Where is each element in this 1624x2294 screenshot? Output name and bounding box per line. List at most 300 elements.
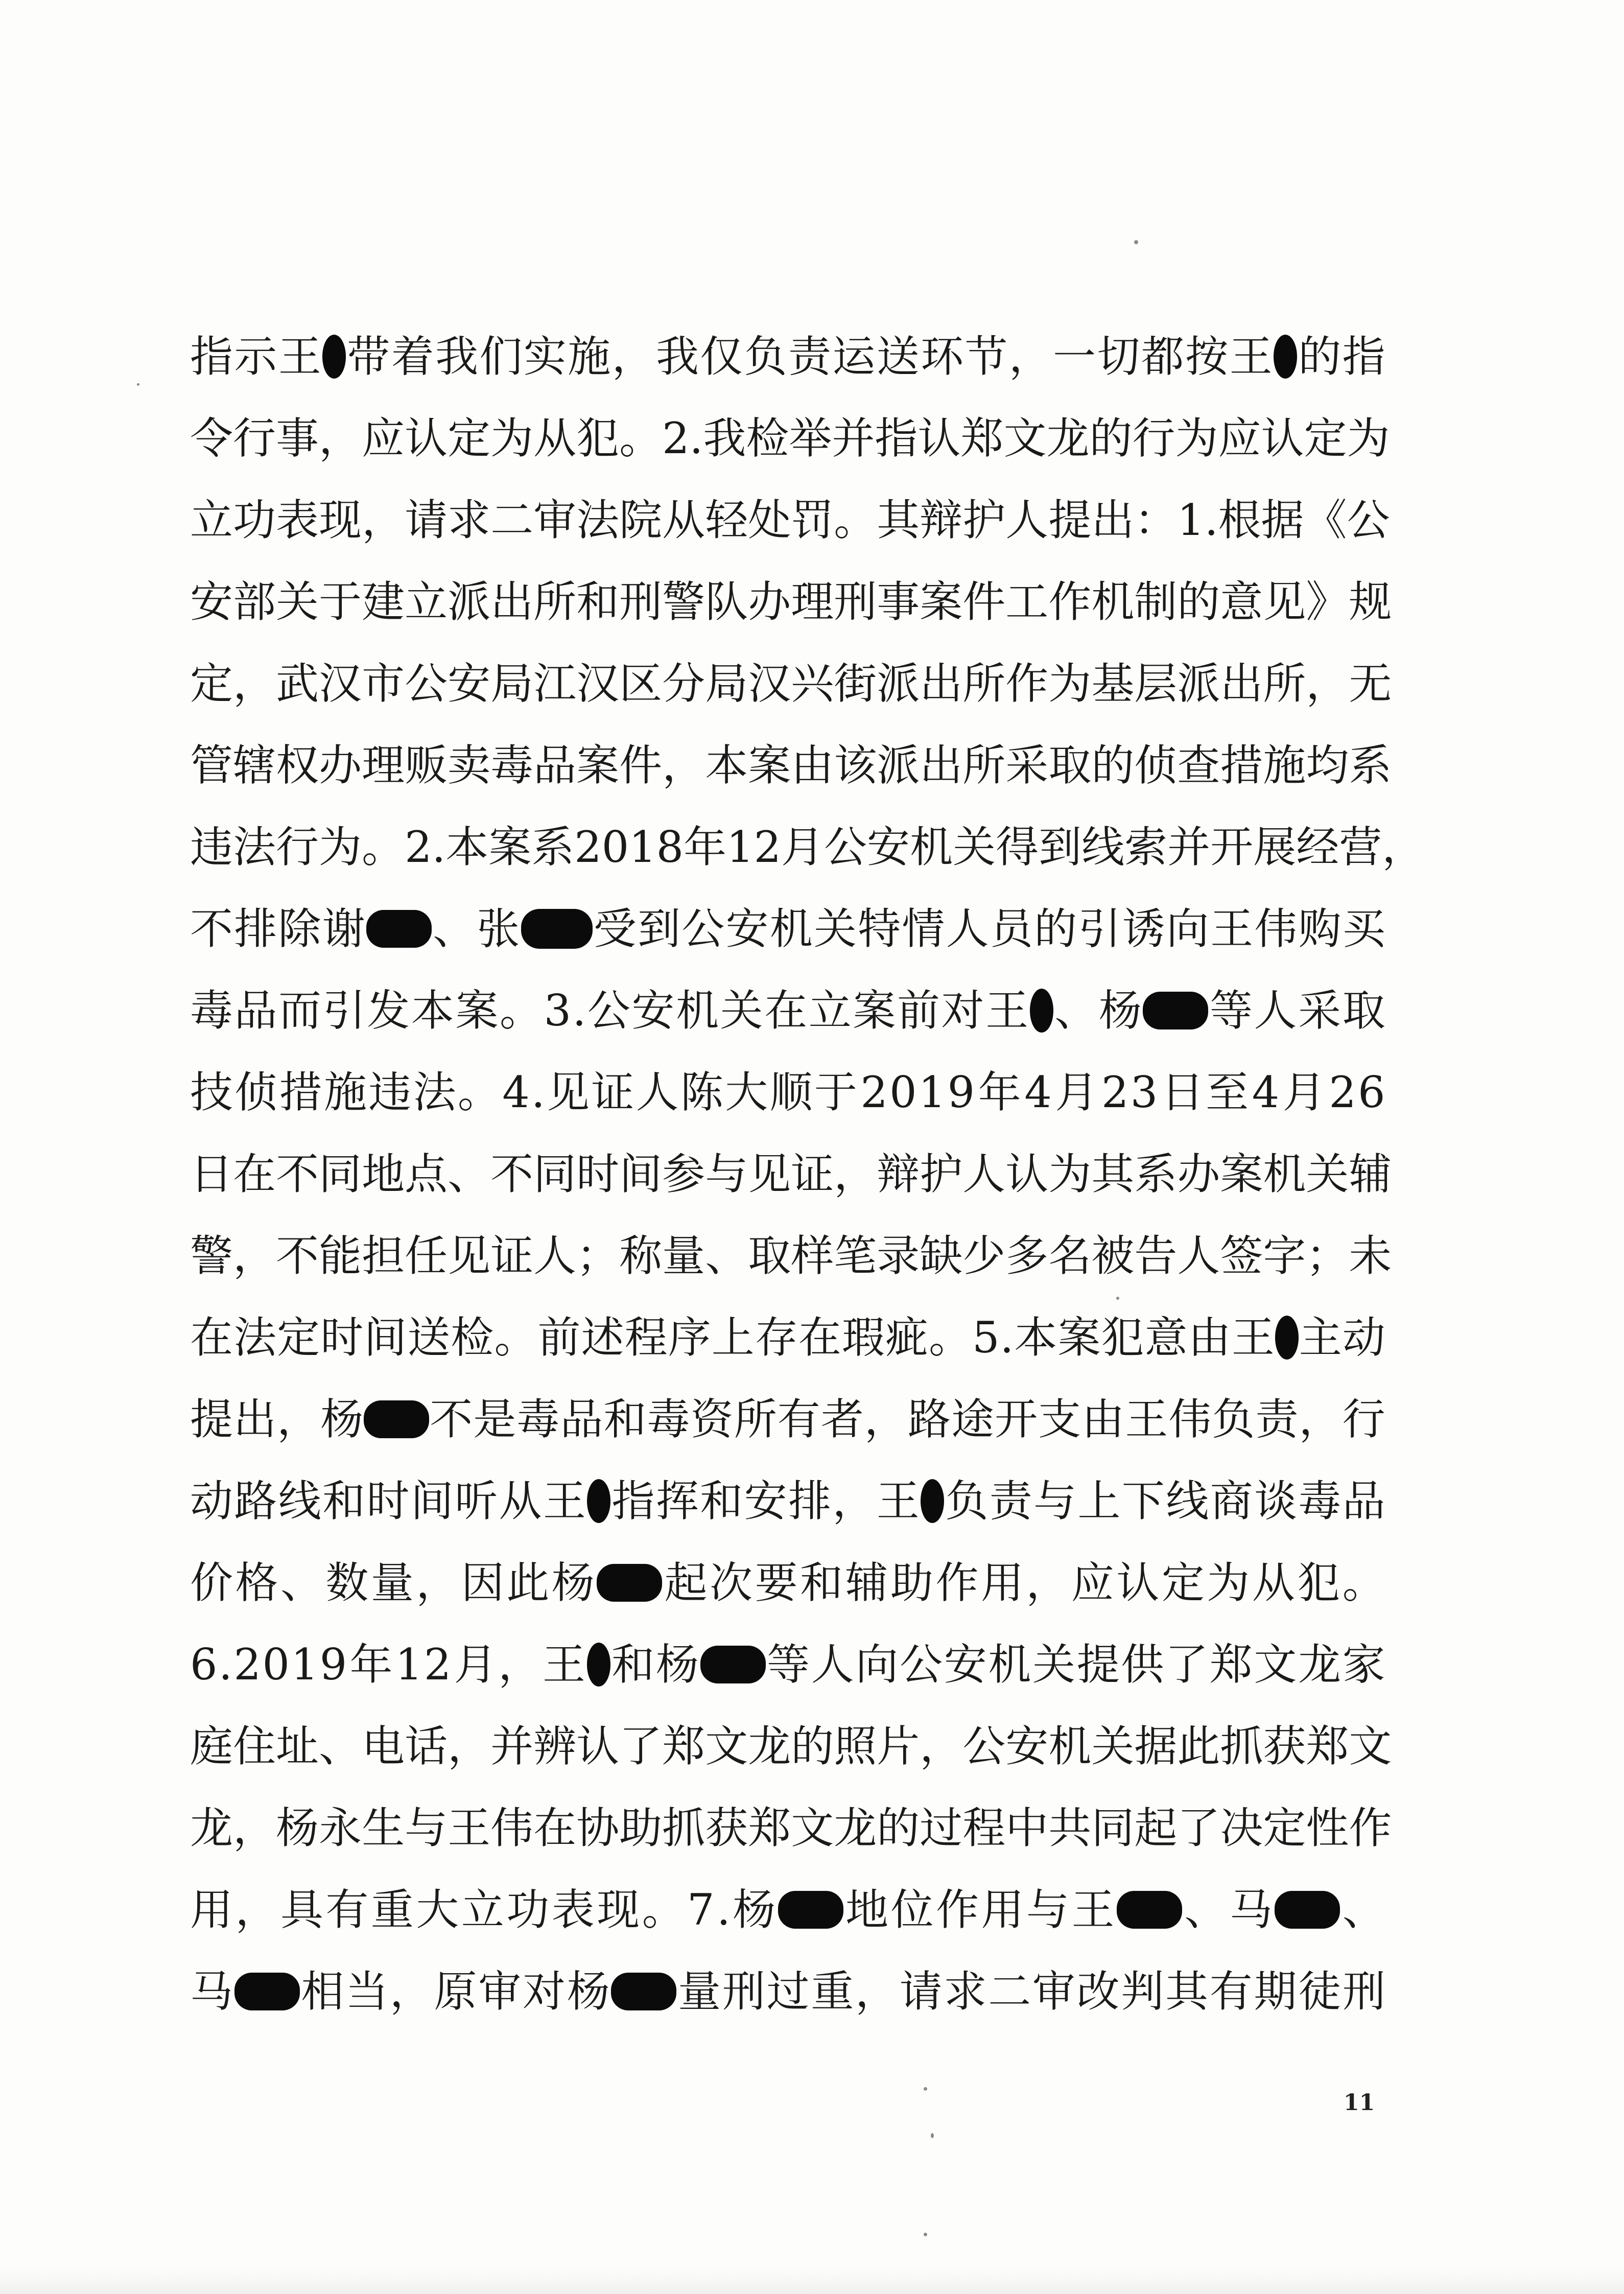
- text-char: 街: [834, 659, 877, 709]
- text-char: 线: [1166, 1476, 1209, 1526]
- text-char: 人: [636, 1067, 679, 1117]
- text-char: 此: [506, 1558, 550, 1608]
- text-char: 0: [262, 1640, 290, 1690]
- text-char: 、: [1054, 986, 1098, 1036]
- text-char: 起: [1134, 1803, 1178, 1853]
- text-char: 除: [278, 904, 321, 954]
- text-char: 担: [362, 1231, 405, 1281]
- text-line: [190, 397, 1390, 479]
- text-char: 关: [953, 822, 996, 872]
- text-char: 年: [684, 822, 727, 872]
- text-char: 引: [322, 986, 366, 1036]
- text-char: ，: [662, 740, 705, 790]
- text-char: 在: [798, 1313, 841, 1363]
- text-char: 均: [1306, 740, 1349, 790]
- text-char: 的: [1298, 332, 1341, 382]
- text-char: 文: [1254, 1640, 1297, 1690]
- text-char: 为: [1175, 413, 1218, 463]
- text-char: 称: [619, 1231, 663, 1281]
- redaction-mark: [921, 1479, 944, 1523]
- text-char: 参: [662, 1149, 705, 1199]
- text-char: 笔: [834, 1231, 877, 1281]
- text-char: 由: [791, 740, 834, 790]
- text-line: [190, 1378, 1385, 1460]
- text-char: 所: [1263, 659, 1306, 709]
- text-char: 都: [1141, 332, 1184, 382]
- text-char: 并: [1167, 822, 1211, 872]
- text-char: 法: [413, 1067, 456, 1117]
- text-char: 切: [1097, 332, 1140, 382]
- text-char: 提: [1076, 1640, 1120, 1690]
- text-char: 我: [655, 332, 699, 382]
- text-char: 程: [624, 1313, 668, 1363]
- text-char: 龙: [1298, 1640, 1341, 1690]
- scan-speck: [137, 383, 139, 386]
- text-char: 人: [946, 904, 989, 954]
- text-char: 负: [744, 332, 787, 382]
- text-char: 王: [1231, 1313, 1275, 1363]
- text-char: 、: [1184, 1885, 1228, 1935]
- text-char: 间: [619, 1149, 663, 1199]
- text-char: 、: [448, 1149, 491, 1199]
- text-char: 责: [1255, 1394, 1299, 1444]
- text-char: 人: [811, 1640, 854, 1690]
- text-char: 、: [433, 904, 476, 954]
- text-char: 用: [980, 1558, 1024, 1608]
- text-char: 不: [276, 1149, 319, 1199]
- text-char: 《: [1304, 495, 1347, 545]
- text-char: 管: [190, 740, 233, 790]
- text-char: 杨: [1098, 986, 1142, 1036]
- text-char: 伟: [490, 1803, 534, 1853]
- text-char: 。: [457, 1067, 501, 1117]
- text-char: 辨: [533, 1721, 577, 1771]
- text-char: 刑: [1342, 1967, 1385, 2017]
- text-char: .: [689, 413, 703, 463]
- text-char: 月: [1282, 1067, 1326, 1117]
- text-char: 施: [568, 332, 611, 382]
- text-char: 卖: [448, 740, 491, 790]
- text-char: 本: [445, 822, 489, 872]
- text-char: 定: [277, 1313, 320, 1363]
- text-char: 提: [190, 1394, 233, 1444]
- text-char: 其: [1091, 1149, 1135, 1199]
- text-char: 、: [705, 1231, 748, 1281]
- text-char: 公: [1347, 495, 1390, 545]
- text-char: 品: [1342, 1476, 1385, 1526]
- text-char: 王: [1229, 332, 1273, 382]
- redaction-mark: [778, 1891, 843, 1929]
- text-char: 系: [1349, 740, 1392, 790]
- text-char: 对: [941, 986, 984, 1036]
- text-char: 1: [918, 1067, 946, 1117]
- text-char: 采: [1298, 986, 1341, 1036]
- text-char: 杨: [655, 1640, 699, 1690]
- text-char: 出: [233, 1394, 277, 1444]
- text-char: 所: [734, 1394, 777, 1444]
- text-line: [190, 1869, 1385, 1951]
- text-char: 途: [951, 1394, 995, 1444]
- text-char: 性: [1306, 1803, 1349, 1853]
- text-char: 事: [877, 577, 920, 627]
- text-char: .: [1000, 1313, 1014, 1363]
- text-char: 文: [1003, 413, 1047, 463]
- text-char: 王: [876, 1476, 920, 1526]
- text-char: 抓: [1220, 1721, 1263, 1771]
- text-char: 见: [546, 1067, 590, 1117]
- text-line: [190, 724, 1392, 806]
- text-char: 作: [936, 1885, 979, 1935]
- text-char: 和: [603, 1394, 647, 1444]
- text-char: 安: [448, 659, 491, 709]
- text-char: 理: [791, 577, 834, 627]
- text-char: 行: [1132, 413, 1175, 463]
- text-char: 相: [301, 1967, 344, 2017]
- text-char: 出: [920, 740, 963, 790]
- text-char: 立: [190, 495, 233, 545]
- text-char: 机: [910, 822, 953, 872]
- text-char: 具: [280, 1885, 323, 1935]
- text-char: 于: [814, 1067, 857, 1117]
- text-char: 出: [1220, 659, 1263, 709]
- text-char: 动: [190, 1476, 233, 1526]
- text-char: 公: [962, 1721, 1006, 1771]
- text-char: 为: [1048, 1149, 1092, 1199]
- text-char: 同: [319, 1149, 362, 1199]
- text-char: .: [219, 1640, 232, 1690]
- text-char: 的: [1089, 413, 1133, 463]
- text-char: 毒: [190, 986, 233, 1036]
- text-line: [190, 643, 1392, 724]
- text-char: 刑: [722, 1967, 765, 2017]
- text-char: ，: [855, 1967, 899, 2017]
- text-char: 的: [1177, 577, 1220, 627]
- text-char: 王: [1071, 1885, 1115, 1935]
- text-char: 公: [681, 904, 725, 954]
- text-char: 与: [405, 1803, 448, 1853]
- text-char: 所: [533, 577, 577, 627]
- text-char: 和: [322, 1476, 366, 1526]
- text-char: 安: [631, 986, 675, 1036]
- text-char: 指: [611, 1476, 655, 1526]
- text-char: 同: [1091, 1803, 1135, 1853]
- text-char: 前: [897, 986, 940, 1036]
- text-char: 示: [234, 332, 277, 382]
- text-char: 位: [890, 1885, 934, 1935]
- text-char: 不: [276, 1231, 319, 1281]
- text-char: 能: [319, 1231, 362, 1281]
- text-char: 期: [1254, 1967, 1297, 2017]
- text-char: 机: [1091, 577, 1135, 627]
- text-char: 决: [1220, 1803, 1263, 1853]
- text-char: 不: [190, 904, 233, 954]
- text-char: 数: [325, 1558, 369, 1608]
- text-char: 院: [619, 495, 663, 545]
- text-char: 举: [789, 413, 832, 463]
- text-char: 为: [490, 413, 534, 463]
- text-char: 听: [455, 1476, 498, 1526]
- text-char: 制: [1134, 577, 1178, 627]
- text-char: 机: [1048, 1721, 1092, 1771]
- text-char: 日: [190, 1149, 233, 1199]
- text-char: 签: [1220, 1231, 1263, 1281]
- text-char: 量: [678, 1967, 721, 2017]
- text-char: 市: [362, 659, 405, 709]
- text-char: 江: [533, 659, 577, 709]
- text-char: 诱: [1122, 904, 1165, 954]
- text-char: 毒: [516, 1394, 560, 1444]
- text-char: 人: [962, 1149, 1006, 1199]
- text-char: 和: [576, 577, 620, 627]
- text-char: 展: [1253, 822, 1297, 872]
- text-char: 、: [1342, 1885, 1385, 1935]
- redaction-mark: [364, 1400, 429, 1438]
- text-char: 认: [1261, 413, 1304, 463]
- text-char: 龙: [190, 1803, 233, 1853]
- text-char: 措: [1220, 740, 1263, 790]
- text-char: 年: [349, 1640, 393, 1690]
- text-char: 有: [777, 1394, 820, 1444]
- text-char: 王: [1125, 1394, 1168, 1444]
- text-char: 取: [1048, 740, 1092, 790]
- text-char: 2: [662, 413, 690, 463]
- text-char: 我: [435, 332, 479, 382]
- text-char: 住: [233, 1721, 276, 1771]
- text-char: 取: [1342, 986, 1385, 1036]
- text-char: 前: [537, 1313, 581, 1363]
- text-char: 建: [362, 577, 405, 627]
- redaction-mark: [1274, 335, 1297, 379]
- text-char: 规: [1349, 577, 1392, 627]
- text-char: 。: [929, 1313, 972, 1363]
- text-char: 在: [533, 1803, 577, 1853]
- text-char: 谈: [1254, 1476, 1297, 1526]
- text-char: ，: [233, 1803, 276, 1853]
- text-line: [190, 1460, 1385, 1542]
- text-char: 公: [824, 822, 867, 872]
- text-char: 路: [234, 1476, 277, 1526]
- text-char: 年: [978, 1067, 1021, 1117]
- text-char: 特: [858, 904, 901, 954]
- text-char: 分: [662, 659, 705, 709]
- text-char: 时: [576, 1149, 620, 1199]
- text-char: 本: [411, 986, 454, 1036]
- text-char: 路: [907, 1394, 951, 1444]
- text-char: 郑: [960, 413, 1004, 463]
- text-char: 向: [855, 1640, 899, 1690]
- text-char: 改: [1076, 1967, 1120, 2017]
- text-char: 。: [500, 986, 543, 1036]
- text-char: .: [717, 1885, 731, 1935]
- text-char: 汉: [576, 659, 620, 709]
- text-char: 1: [291, 1640, 319, 1690]
- text-char: 为: [319, 822, 362, 872]
- text-char: 审: [533, 495, 577, 545]
- text-char: 立: [461, 1885, 504, 1935]
- text-char: 量: [662, 1231, 705, 1281]
- text-char: 郑: [748, 1803, 791, 1853]
- text-char: 案: [488, 822, 532, 872]
- text-char: 根: [1218, 495, 1261, 545]
- text-char: 出: [490, 577, 534, 627]
- text-char: 案: [853, 986, 896, 1036]
- text-char: 责: [989, 1476, 1032, 1526]
- text-char: 0: [889, 1067, 917, 1117]
- text-char: 重: [370, 1885, 414, 1935]
- text-char: 机: [1263, 1149, 1306, 1199]
- redaction-mark: [1030, 989, 1053, 1033]
- text-char: 案: [1220, 1149, 1263, 1199]
- text-char: 2: [405, 822, 432, 872]
- text-char: 间: [364, 1313, 407, 1363]
- text-char: 请: [405, 495, 448, 545]
- text-char: 实: [523, 332, 567, 382]
- text-char: 据: [1134, 1721, 1178, 1771]
- text-char: 杨: [551, 1558, 595, 1608]
- text-char: 。: [642, 1885, 685, 1935]
- text-char: 排: [234, 904, 277, 954]
- text-char: ：: [1134, 495, 1178, 545]
- text-char: 瑕: [841, 1313, 885, 1363]
- text-char: 9: [947, 1067, 975, 1117]
- text-char: 对: [523, 1967, 566, 2017]
- text-char: 违: [368, 1067, 412, 1117]
- text-char: 从: [499, 1476, 542, 1526]
- text-char: 3: [1130, 1067, 1158, 1117]
- text-char: 2: [1329, 1067, 1356, 1117]
- body-text: [190, 316, 1425, 2032]
- text-char: 杨: [276, 1803, 319, 1853]
- text-char: 。: [494, 1313, 537, 1363]
- text-char: ，: [1306, 659, 1349, 709]
- text-char: 品: [560, 1394, 603, 1444]
- text-char: ；: [576, 1231, 620, 1281]
- text-char: 马: [190, 1967, 233, 2017]
- text-char: 顺: [769, 1067, 813, 1117]
- text-char: 人: [1177, 1231, 1220, 1281]
- text-char: 认: [917, 413, 961, 463]
- text-char: 到: [1039, 822, 1082, 872]
- text-char: 地: [845, 1885, 889, 1935]
- text-char: 毒: [490, 740, 534, 790]
- text-char: 徒: [1298, 1967, 1341, 2017]
- text-char: 系: [1134, 1149, 1178, 1199]
- text-char: 抓: [662, 1803, 705, 1853]
- text-char: 法: [233, 1313, 277, 1363]
- text-char: 大: [416, 1885, 459, 1935]
- text-char: 杨: [567, 1967, 610, 2017]
- redaction-mark: [521, 909, 593, 949]
- text-char: 有: [325, 1885, 369, 1935]
- text-char: 二: [490, 495, 534, 545]
- text-char: 。: [1342, 1558, 1385, 1608]
- text-char: 办: [319, 740, 362, 790]
- text-char: 录: [877, 1231, 920, 1281]
- text-char: 址: [276, 1721, 319, 1771]
- text-char: 品: [234, 986, 277, 1036]
- text-char: 违: [190, 822, 233, 872]
- text-char: ，: [1382, 822, 1425, 872]
- text-char: 员: [990, 904, 1033, 954]
- text-char: 安: [867, 822, 910, 872]
- text-char: 指: [1342, 332, 1385, 382]
- text-char: ，: [611, 332, 655, 382]
- text-char: 案: [576, 740, 620, 790]
- text-char: 庭: [190, 1721, 233, 1771]
- text-char: 2: [1101, 1067, 1129, 1117]
- text-char: 派: [877, 740, 920, 790]
- text-char: 机: [988, 1640, 1031, 1690]
- text-char: 侦: [1134, 740, 1178, 790]
- text-char: 伟: [1254, 904, 1298, 954]
- text-char: 家: [1342, 1640, 1385, 1690]
- text-char: 工: [1005, 577, 1049, 627]
- text-char: 发: [367, 986, 410, 1036]
- text-char: ，: [235, 1885, 278, 1935]
- text-char: ，: [498, 1640, 542, 1690]
- text-char: 认: [1116, 1558, 1160, 1608]
- text-char: 了: [619, 1721, 663, 1771]
- text-char: 的: [791, 1721, 834, 1771]
- text-char: 获: [1263, 1721, 1306, 1771]
- text-char: 郑: [1306, 1721, 1349, 1771]
- text-char: 我: [703, 413, 746, 463]
- text-char: 龙: [834, 1803, 877, 1853]
- text-line: [190, 479, 1390, 561]
- text-char: ，: [389, 1967, 433, 2017]
- text-char: 与: [705, 1149, 748, 1199]
- text-char: 认: [1005, 1149, 1049, 1199]
- text-char: 不: [490, 1149, 534, 1199]
- text-char: 开: [995, 1394, 1038, 1444]
- text-char: 而: [278, 986, 322, 1036]
- text-char: 重: [811, 1967, 854, 2017]
- text-char: 到: [638, 904, 681, 954]
- text-char: 应: [362, 413, 405, 463]
- redaction-mark: [1117, 1891, 1182, 1929]
- text-char: ，: [834, 1149, 877, 1199]
- text-char: 施: [323, 1067, 367, 1117]
- text-char: 序: [668, 1313, 711, 1363]
- text-char: 时: [366, 1476, 410, 1526]
- text-char: 应: [1218, 413, 1261, 463]
- text-char: 动: [1342, 1313, 1385, 1363]
- text-char: 办: [1177, 1149, 1220, 1199]
- scan-speck: [924, 2087, 927, 2091]
- text-line: [190, 1705, 1392, 1787]
- text-char: 关: [1032, 1640, 1076, 1690]
- text-char: 检: [451, 1313, 494, 1363]
- text-char: 9: [319, 1640, 347, 1690]
- text-char: 量: [370, 1558, 414, 1608]
- text-char: 的: [877, 1803, 920, 1853]
- text-char: 》: [1306, 577, 1349, 627]
- text-char: 为: [1048, 659, 1092, 709]
- text-char: 样: [791, 1231, 834, 1281]
- text-char: 部: [233, 577, 276, 627]
- text-char: 指: [875, 413, 918, 463]
- text-char: ，: [920, 1721, 963, 1771]
- text-char: 办: [748, 577, 791, 627]
- text-char: 向: [1166, 904, 1209, 954]
- text-char: 所: [962, 659, 1006, 709]
- text-char: 。: [362, 822, 405, 872]
- text-char: 1: [1177, 495, 1205, 545]
- text-char: ；: [1306, 1231, 1349, 1281]
- text-char: 名: [1048, 1231, 1092, 1281]
- text-char: 送: [407, 1313, 451, 1363]
- text-char: 定: [1263, 1803, 1306, 1853]
